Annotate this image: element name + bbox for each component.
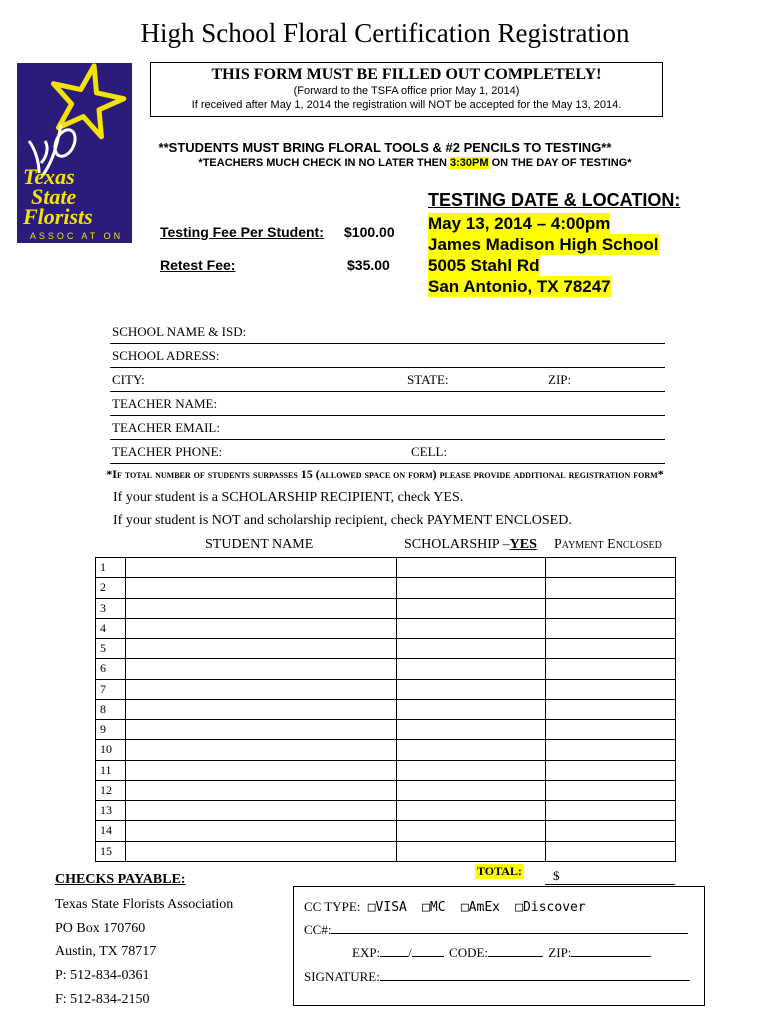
zip-label: ZIP: — [548, 372, 572, 387]
table-row — [96, 598, 676, 618]
checks-payable-heading: CHECKS PAYABLE: — [55, 872, 186, 887]
student-name-cell[interactable] — [126, 821, 397, 841]
scholarship-yes-cell[interactable] — [397, 679, 546, 699]
table-row — [96, 740, 676, 760]
teacher-phone-label: TEACHER PHONE: — [112, 444, 223, 459]
student-name-cell[interactable] — [126, 659, 397, 679]
student-name-cell[interactable] — [126, 558, 397, 578]
teacher-name-field[interactable] — [110, 392, 665, 416]
testing-school: James Madison High School — [428, 235, 659, 254]
cc-signature-field[interactable] — [380, 969, 690, 981]
school-address-field[interactable] — [110, 344, 665, 368]
checkin-time: 3:30PM — [450, 157, 489, 169]
student-table — [95, 557, 676, 862]
table-row — [96, 659, 676, 679]
scholarship-yes-cell[interactable] — [397, 639, 546, 659]
student-name-cell[interactable] — [126, 760, 397, 780]
logo-text-state: State — [31, 184, 77, 209]
retest-fee-label: Retest Fee: — [160, 257, 236, 273]
cc-type-row — [304, 899, 586, 915]
payment-enclosed-cell[interactable] — [546, 578, 676, 598]
teacher-email-field[interactable] — [110, 416, 665, 440]
student-name-cell[interactable] — [126, 841, 397, 861]
city-state-zip-field[interactable] — [110, 368, 665, 392]
row-number: 6 — [96, 659, 126, 679]
student-name-cell[interactable] — [126, 639, 397, 659]
school-name-label: SCHOOL NAME & ISD: — [112, 324, 247, 339]
payment-enclosed-cell[interactable] — [546, 841, 676, 861]
total-label: TOTAL: — [477, 864, 522, 878]
student-name-cell[interactable] — [126, 679, 397, 699]
payment-enclosed-cell[interactable] — [546, 679, 676, 699]
row-number: 1 — [96, 558, 126, 578]
table-row — [96, 558, 676, 578]
retest-fee-value: $35.00 — [347, 257, 390, 273]
row-number: 2 — [96, 578, 126, 598]
payment-enclosed-cell[interactable] — [546, 598, 676, 618]
cell-label: CELL: — [411, 444, 448, 459]
table-row — [96, 760, 676, 780]
state-label: STATE: — [407, 372, 449, 387]
scholarship-yes-cell[interactable] — [397, 659, 546, 679]
student-name-cell[interactable] — [126, 720, 397, 740]
instruction-payment: If your student is NOT and scholarship recipient, check PAYMENT ENCLOSED. — [113, 513, 572, 528]
scholarship-yes-cell[interactable] — [397, 740, 546, 760]
payment-enclosed-cell[interactable] — [546, 801, 676, 821]
scholarship-yes-cell[interactable] — [397, 558, 546, 578]
cc-amex-checkbox[interactable]: □AmEx — [460, 900, 500, 915]
checks-phone: P: 512-834-0361 — [55, 968, 150, 983]
table-row — [96, 720, 676, 740]
scholarship-yes-cell[interactable] — [397, 598, 546, 618]
scholarship-yes-cell[interactable] — [397, 720, 546, 740]
cc-number-label: CC#: — [304, 922, 332, 937]
table-row — [96, 639, 676, 659]
table-row — [96, 780, 676, 800]
school-address-label: SCHOOL ADRESS: — [112, 348, 220, 363]
row-number: 4 — [96, 618, 126, 638]
notice-line-1: (Forward to the TSFA office prior May 1, 2014) — [293, 85, 520, 97]
student-name-cell[interactable] — [126, 740, 397, 760]
testing-date: May 13, 2014 – 4:00pm — [428, 214, 611, 233]
student-name-cell[interactable] — [126, 699, 397, 719]
col-scholarship-label: SCHOLARSHIP – — [404, 537, 510, 552]
scholarship-yes-cell[interactable] — [397, 618, 546, 638]
notice-title: THIS FORM MUST BE FILLED OUT COMPLETELY! — [211, 66, 602, 83]
student-name-cell[interactable] — [126, 618, 397, 638]
payment-enclosed-cell[interactable] — [546, 659, 676, 679]
cc-exp-month-field[interactable] — [380, 945, 408, 957]
row-number: 14 — [96, 821, 126, 841]
total-currency: $ — [553, 868, 560, 883]
checks-fax: F: 512-834-2150 — [55, 992, 150, 1007]
cc-exp-separator: / — [408, 945, 412, 960]
payment-enclosed-cell[interactable] — [546, 720, 676, 740]
payment-enclosed-cell[interactable] — [546, 821, 676, 841]
additional-form-note: *If total number of students surpasses 15 (allowed space on form) please provide additional registration form* — [106, 467, 664, 481]
scholarship-yes-cell[interactable] — [397, 780, 546, 800]
cc-zip-field[interactable] — [571, 945, 651, 957]
cc-discover-checkbox[interactable]: □Discover — [515, 900, 586, 915]
table-row — [96, 821, 676, 841]
table-row — [96, 841, 676, 861]
row-number: 9 — [96, 720, 126, 740]
scholarship-yes-cell[interactable] — [397, 821, 546, 841]
cc-signature-row — [304, 969, 690, 985]
row-number: 12 — [96, 780, 126, 800]
payment-enclosed-cell[interactable] — [546, 618, 676, 638]
requirement-tools: **STUDENTS MUST BRING FLORAL TOOLS & #2 PENCILS TO TESTING** — [158, 140, 612, 155]
table-row — [96, 699, 676, 719]
cc-visa-checkbox[interactable]: □VISA — [367, 900, 407, 915]
teacher-phone-field[interactable] — [110, 440, 665, 464]
col-student-name: STUDENT NAME — [205, 537, 314, 552]
testing-heading: TESTING DATE & LOCATION: — [428, 190, 681, 210]
cc-signature-label: SIGNATURE: — [304, 969, 380, 984]
scholarship-yes-cell[interactable] — [397, 841, 546, 861]
scholarship-yes-cell[interactable] — [397, 760, 546, 780]
logo-text-association: ASSOC AT ON — [29, 231, 124, 241]
student-name-cell[interactable] — [126, 801, 397, 821]
cc-type-label: CC TYPE: — [304, 899, 361, 914]
testing-city: San Antonio, TX 78247 — [428, 277, 611, 296]
cc-exp-label: EXP: — [352, 945, 381, 960]
testing-fee-label: Testing Fee Per Student: — [160, 224, 324, 240]
row-number: 7 — [96, 679, 126, 699]
row-number: 10 — [96, 740, 126, 760]
payment-enclosed-cell[interactable] — [546, 760, 676, 780]
table-row — [96, 578, 676, 598]
page-title: High School Floral Certification Registration — [140, 18, 630, 48]
student-name-cell[interactable] — [126, 780, 397, 800]
logo-text-florists: Florists — [23, 204, 93, 229]
col-scholarship — [404, 537, 537, 553]
school-name-field[interactable] — [110, 320, 665, 344]
row-number: 13 — [96, 801, 126, 821]
credit-card-box — [293, 886, 705, 1006]
payment-enclosed-cell[interactable] — [546, 558, 676, 578]
payment-enclosed-cell[interactable] — [546, 699, 676, 719]
checkin-post: ON THE DAY OF TESTING* — [488, 157, 632, 169]
notice-line-2: If received after May 1, 2014 the registration will NOT be accepted for the May 13, 2014. — [191, 99, 622, 111]
cc-mc-checkbox[interactable]: □MC — [422, 900, 446, 915]
teacher-name-label: TEACHER NAME: — [112, 396, 218, 411]
row-number: 5 — [96, 639, 126, 659]
col-scholarship-yes: YES — [509, 537, 537, 552]
checkin-pre: *TEACHERS MUCH CHECK IN NO LATER THEN — [198, 157, 450, 169]
payment-enclosed-cell[interactable] — [546, 740, 676, 760]
payment-enclosed-cell[interactable] — [546, 639, 676, 659]
teacher-email-label: TEACHER EMAIL: — [112, 420, 220, 435]
scholarship-yes-cell[interactable] — [397, 699, 546, 719]
table-row — [96, 618, 676, 638]
checks-po-box: PO Box 170760 — [55, 921, 146, 936]
row-number: 3 — [96, 598, 126, 618]
cc-exp-row — [352, 945, 651, 961]
student-name-cell[interactable] — [126, 578, 397, 598]
testing-street: 5005 Stahl Rd — [428, 256, 540, 275]
scholarship-yes-cell[interactable] — [397, 578, 546, 598]
notice-box — [150, 62, 663, 117]
student-name-cell[interactable] — [126, 598, 397, 618]
cc-code-label: CODE: — [449, 945, 489, 960]
row-number: 15 — [96, 841, 126, 861]
testing-fee-value: $100.00 — [344, 224, 395, 240]
row-number: 11 — [96, 760, 126, 780]
cc-number-field[interactable] — [331, 922, 688, 934]
logo-text-texas: Texas — [23, 164, 75, 189]
table-row — [96, 679, 676, 699]
cc-exp-year-field[interactable] — [412, 945, 444, 957]
requirement-checkin — [120, 157, 710, 169]
payment-enclosed-cell[interactable] — [546, 780, 676, 800]
scholarship-yes-cell[interactable] — [397, 801, 546, 821]
table-row — [96, 801, 676, 821]
col-payment-enclosed: Payment Enclosed — [554, 537, 662, 552]
cc-zip-label: ZIP: — [548, 945, 572, 960]
total-field[interactable] — [545, 868, 675, 885]
row-number: 8 — [96, 699, 126, 719]
cc-number-row — [304, 922, 688, 938]
checks-city: Austin, TX 78717 — [55, 944, 157, 959]
checks-org: Texas State Florists Association — [55, 897, 234, 912]
instruction-scholarship: If your student is a SCHOLARSHIP RECIPIENT, check YES. — [113, 490, 464, 505]
cc-code-field[interactable] — [488, 945, 543, 957]
city-label: CITY: — [112, 372, 145, 387]
